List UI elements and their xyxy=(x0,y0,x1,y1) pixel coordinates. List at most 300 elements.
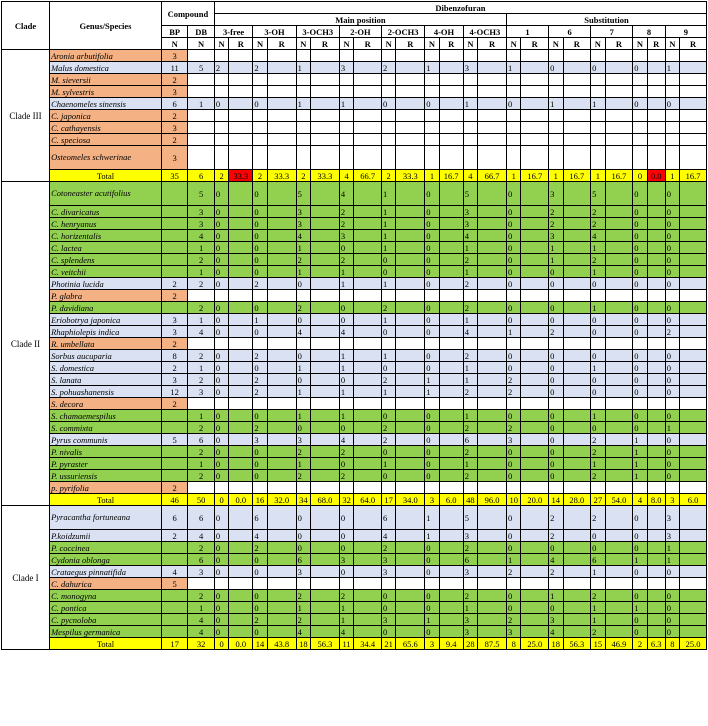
n-value xyxy=(633,134,647,146)
total-r: 34.4 xyxy=(354,638,382,650)
r-value xyxy=(605,110,633,122)
r-value xyxy=(605,62,633,74)
n-value: 0 xyxy=(425,98,439,110)
main-position-header: Main position xyxy=(214,14,506,26)
r-value xyxy=(439,542,463,554)
n-value: 0 xyxy=(425,422,439,434)
n-value xyxy=(463,110,477,122)
n-value: 1 xyxy=(549,254,563,266)
r-value xyxy=(396,374,425,386)
n-value xyxy=(381,290,395,302)
r-value xyxy=(229,542,253,554)
r-value xyxy=(605,374,633,386)
n-value: 0 xyxy=(665,614,679,626)
r-value xyxy=(354,122,382,134)
table-row xyxy=(2,278,707,290)
r-value xyxy=(605,554,633,566)
r-value xyxy=(563,218,591,230)
r-value xyxy=(354,50,382,62)
r-value xyxy=(563,290,591,302)
n-value xyxy=(425,338,439,350)
total-bp: 46 xyxy=(161,494,187,506)
r-value xyxy=(563,554,591,566)
n-value xyxy=(591,578,605,590)
total-bp: 35 xyxy=(161,170,187,182)
r-value xyxy=(521,566,549,578)
r-value xyxy=(267,398,296,410)
n-value xyxy=(633,110,647,122)
r-value xyxy=(521,242,549,254)
total-n: 2 xyxy=(296,170,310,182)
n-value: 1 xyxy=(591,458,605,470)
n-value: 1 xyxy=(665,554,679,566)
r-value xyxy=(563,482,591,494)
r-value xyxy=(680,302,707,314)
n-value: 2 xyxy=(591,254,605,266)
r-value xyxy=(396,434,425,446)
db-count xyxy=(188,134,214,146)
r-value xyxy=(311,410,340,422)
r-value xyxy=(439,146,463,170)
total-label: Total xyxy=(50,638,162,650)
r-value xyxy=(311,530,340,542)
n-value xyxy=(339,290,353,302)
species-name: C. splendens xyxy=(50,254,162,266)
n-value: 0 xyxy=(591,386,605,398)
r-value xyxy=(563,386,591,398)
r-value xyxy=(563,542,591,554)
total-r: 6.0 xyxy=(439,494,463,506)
r-value xyxy=(311,290,340,302)
r-value xyxy=(605,98,633,110)
r-value xyxy=(647,626,665,638)
n-value: 2 xyxy=(591,206,605,218)
n-value: 2 xyxy=(296,302,310,314)
r-value xyxy=(647,290,665,302)
db-count: 2 xyxy=(188,542,214,554)
n-value: 0 xyxy=(507,602,521,614)
table-row xyxy=(2,182,707,206)
total-n: 10 xyxy=(507,494,521,506)
r-value xyxy=(647,242,665,254)
n-value: 2 xyxy=(253,542,267,554)
total-n: 2 xyxy=(381,170,395,182)
n-header: N xyxy=(214,38,228,50)
n-value xyxy=(463,290,477,302)
r-value xyxy=(267,62,296,74)
r-value xyxy=(605,506,633,530)
total-r: 56.3 xyxy=(311,638,340,650)
n-value: 1 xyxy=(591,98,605,110)
species-name: P. nivalis xyxy=(50,446,162,458)
r-value xyxy=(229,338,253,350)
r-value xyxy=(478,302,507,314)
n-value: 0 xyxy=(339,530,353,542)
r-value xyxy=(311,362,340,374)
r-value xyxy=(354,626,382,638)
r-value xyxy=(563,74,591,86)
db-count xyxy=(188,482,214,494)
n-value: 1 xyxy=(665,542,679,554)
n-value: 3 xyxy=(549,614,563,626)
r-value xyxy=(605,134,633,146)
n-value: 2 xyxy=(253,350,267,362)
n-value: 1 xyxy=(381,314,395,326)
n-value xyxy=(633,578,647,590)
r-value xyxy=(311,386,340,398)
r-value xyxy=(439,110,463,122)
n-value xyxy=(253,482,267,494)
r-value xyxy=(563,590,591,602)
table-row xyxy=(2,242,707,254)
r-value xyxy=(647,254,665,266)
r-value xyxy=(354,254,382,266)
n-value: 1 xyxy=(381,278,395,290)
r-value xyxy=(647,134,665,146)
n-value: 0 xyxy=(214,410,228,422)
n-value: 0 xyxy=(253,218,267,230)
n-value: 2 xyxy=(507,386,521,398)
r-value xyxy=(680,614,707,626)
r-value xyxy=(680,362,707,374)
r-value xyxy=(478,134,507,146)
n-value: 0 xyxy=(507,506,521,530)
n-value xyxy=(463,122,477,134)
bp-count xyxy=(161,254,187,266)
n-value xyxy=(425,74,439,86)
r-value xyxy=(563,242,591,254)
total-n: 3 xyxy=(425,494,439,506)
r-value xyxy=(439,458,463,470)
n-value xyxy=(339,122,353,134)
n-value: 0 xyxy=(339,566,353,578)
n-value xyxy=(253,134,267,146)
n-value: 1 xyxy=(591,242,605,254)
r-value xyxy=(605,470,633,482)
r-value xyxy=(396,398,425,410)
r-value xyxy=(478,602,507,614)
r-value xyxy=(311,614,340,626)
n-value: 1 xyxy=(425,530,439,542)
r-value xyxy=(354,566,382,578)
n-value: 1 xyxy=(381,350,395,362)
r-value xyxy=(229,458,253,470)
n-value: 1 xyxy=(507,62,521,74)
n-value xyxy=(463,86,477,98)
n-value: 4 xyxy=(463,230,477,242)
r-value xyxy=(439,590,463,602)
r-value xyxy=(439,182,463,206)
n-value: 2 xyxy=(463,350,477,362)
total-n: 0 xyxy=(214,494,228,506)
n-value xyxy=(633,146,647,170)
species-name: Pyracantha fortuneana xyxy=(50,506,162,530)
r-value xyxy=(647,146,665,170)
db-count: 2 xyxy=(188,374,214,386)
db-count xyxy=(188,86,214,98)
db-count: 2 xyxy=(188,470,214,482)
n-value: 1 xyxy=(381,242,395,254)
bp-count: 3 xyxy=(161,314,187,326)
n-value xyxy=(339,110,353,122)
r-value xyxy=(680,590,707,602)
r-value xyxy=(521,398,549,410)
n-value xyxy=(214,338,228,350)
n-value: 0 xyxy=(253,302,267,314)
r-value xyxy=(563,566,591,578)
db-count: 4 xyxy=(188,626,214,638)
r-value xyxy=(647,374,665,386)
table-row xyxy=(2,302,707,314)
r-value xyxy=(267,314,296,326)
r-value xyxy=(267,134,296,146)
n-value: 0 xyxy=(214,326,228,338)
r-value xyxy=(229,242,253,254)
table-row xyxy=(2,326,707,338)
n-value: 0 xyxy=(214,446,228,458)
r-value xyxy=(267,410,296,422)
n-value: 0 xyxy=(253,242,267,254)
n-value: 0 xyxy=(633,410,647,422)
n-value: 0 xyxy=(507,254,521,266)
total-n: 1 xyxy=(425,170,439,182)
n-value xyxy=(339,74,353,86)
r-value xyxy=(354,230,382,242)
r-header: R xyxy=(563,38,591,50)
n-value xyxy=(425,290,439,302)
n-value: 0 xyxy=(549,302,563,314)
n-value xyxy=(296,74,310,86)
r-value xyxy=(563,182,591,206)
n-value: 0 xyxy=(665,242,679,254)
r-value xyxy=(478,122,507,134)
r-value xyxy=(680,242,707,254)
n-value xyxy=(591,146,605,170)
n-value: 0 xyxy=(633,542,647,554)
r-value xyxy=(311,278,340,290)
r-value xyxy=(354,350,382,362)
r-value xyxy=(354,362,382,374)
n-value xyxy=(507,578,521,590)
r-value xyxy=(478,338,507,350)
r-value xyxy=(229,134,253,146)
r-value xyxy=(605,146,633,170)
n-value xyxy=(591,74,605,86)
r-value xyxy=(354,602,382,614)
n-value: 1 xyxy=(381,458,395,470)
n-value xyxy=(296,134,310,146)
n-value: 2 xyxy=(381,374,395,386)
r-value xyxy=(521,134,549,146)
n-value: 2 xyxy=(339,590,353,602)
n-value xyxy=(665,290,679,302)
n-value: 0 xyxy=(425,218,439,230)
r-value xyxy=(563,254,591,266)
n-value: 0 xyxy=(507,218,521,230)
table-row xyxy=(2,398,707,410)
r-value xyxy=(439,254,463,266)
r-value xyxy=(605,614,633,626)
r-value xyxy=(647,278,665,290)
db-header: DB xyxy=(188,26,214,38)
n-value: 6 xyxy=(591,554,605,566)
n-value: 3 xyxy=(463,614,477,626)
r-value xyxy=(478,542,507,554)
r-value xyxy=(563,506,591,530)
n-value: 0 xyxy=(214,302,228,314)
db-count: 1 xyxy=(188,266,214,278)
n-value: 1 xyxy=(425,374,439,386)
n-value: 0 xyxy=(507,242,521,254)
n-value: 0 xyxy=(665,206,679,218)
n-value: 0 xyxy=(339,302,353,314)
bp-count xyxy=(161,266,187,278)
r-value xyxy=(311,206,340,218)
n-value xyxy=(633,398,647,410)
r-value xyxy=(521,626,549,638)
total-r: 16.7 xyxy=(680,170,707,182)
n-value xyxy=(591,482,605,494)
n-value xyxy=(549,50,563,62)
r-value xyxy=(478,182,507,206)
r-header: R xyxy=(396,38,425,50)
r-value xyxy=(267,74,296,86)
r-value xyxy=(521,290,549,302)
r-value xyxy=(311,446,340,458)
r-value xyxy=(563,578,591,590)
table-row xyxy=(2,110,707,122)
total-n: 32 xyxy=(339,494,353,506)
r-value xyxy=(680,386,707,398)
total-r: 20.0 xyxy=(521,494,549,506)
n-value: 1 xyxy=(633,446,647,458)
n-value: 4 xyxy=(339,182,353,206)
n-value: 2 xyxy=(591,506,605,530)
db-count: 1 xyxy=(188,98,214,110)
r-value xyxy=(439,422,463,434)
table-header xyxy=(2,2,707,50)
n-value: 0 xyxy=(214,266,228,278)
r-value xyxy=(478,590,507,602)
species-name: P. davidiana xyxy=(50,302,162,314)
r-value xyxy=(521,422,549,434)
n-value: 1 xyxy=(339,386,353,398)
n-value xyxy=(381,110,395,122)
r-value xyxy=(647,458,665,470)
total-r: 16.7 xyxy=(605,170,633,182)
r-value xyxy=(396,242,425,254)
n-value xyxy=(507,134,521,146)
r-value xyxy=(311,326,340,338)
r-value xyxy=(647,386,665,398)
n-value: 2 xyxy=(665,326,679,338)
species-name: P. pyraster xyxy=(50,458,162,470)
n-value xyxy=(381,86,395,98)
table-row xyxy=(2,506,707,530)
n-value: 0 xyxy=(214,254,228,266)
compound-header: Compound xyxy=(161,2,214,26)
n-value: 0 xyxy=(591,542,605,554)
n-value: 3 xyxy=(381,566,395,578)
n-value: 0 xyxy=(665,314,679,326)
species-name: S. pohuashanensis xyxy=(50,386,162,398)
total-n: 4 xyxy=(633,494,647,506)
n-value: 5 xyxy=(296,182,310,206)
r-value xyxy=(680,278,707,290)
bp-count: 3 xyxy=(161,146,187,170)
r-value xyxy=(521,602,549,614)
r-value xyxy=(680,470,707,482)
total-n: 15 xyxy=(591,638,605,650)
r-value xyxy=(478,386,507,398)
r-value xyxy=(521,122,549,134)
r-value xyxy=(680,74,707,86)
bp-count: 2 xyxy=(161,482,187,494)
n-value: 1 xyxy=(463,602,477,614)
bp-count: 3 xyxy=(161,50,187,62)
total-n: 1 xyxy=(665,170,679,182)
n-header: N xyxy=(253,38,267,50)
n-value xyxy=(549,338,563,350)
n-value: 1 xyxy=(463,266,477,278)
r-value xyxy=(439,74,463,86)
r-value xyxy=(605,350,633,362)
substitution-header: Substitution xyxy=(507,14,707,26)
bp-count: 6 xyxy=(161,98,187,110)
n-value xyxy=(425,122,439,134)
table-row xyxy=(2,254,707,266)
n-value: 2 xyxy=(253,62,267,74)
r-value xyxy=(439,206,463,218)
r-value xyxy=(439,506,463,530)
table-row xyxy=(2,590,707,602)
total-label: Total xyxy=(50,494,162,506)
n-value xyxy=(296,122,310,134)
n-value xyxy=(425,398,439,410)
r-value xyxy=(229,422,253,434)
r-value xyxy=(396,134,425,146)
n-value: 0 xyxy=(339,374,353,386)
n-value: 0 xyxy=(549,470,563,482)
total-n: 27 xyxy=(591,494,605,506)
r-value xyxy=(396,362,425,374)
r-value xyxy=(647,602,665,614)
n-value: 0 xyxy=(253,326,267,338)
n-value: 0 xyxy=(591,374,605,386)
n-value: 0 xyxy=(665,566,679,578)
r-value xyxy=(478,290,507,302)
n-value: 0 xyxy=(549,446,563,458)
total-n: 28 xyxy=(463,638,477,650)
n-value: 2 xyxy=(296,614,310,626)
n-value: 0 xyxy=(381,410,395,422)
n-value: 1 xyxy=(549,590,563,602)
n-value: 0 xyxy=(253,410,267,422)
bp-header: BP xyxy=(161,26,187,38)
db-count: 1 xyxy=(188,314,214,326)
n-value: 4 xyxy=(549,626,563,638)
n-value xyxy=(253,338,267,350)
db-count: 4 xyxy=(188,530,214,542)
clade-label: Clade III xyxy=(2,50,50,182)
n-value xyxy=(253,290,267,302)
n-value: 1 xyxy=(296,266,310,278)
r-value xyxy=(605,218,633,230)
n-value: 0 xyxy=(253,590,267,602)
r-value xyxy=(647,470,665,482)
db-count: 4 xyxy=(188,614,214,626)
r-value xyxy=(605,86,633,98)
